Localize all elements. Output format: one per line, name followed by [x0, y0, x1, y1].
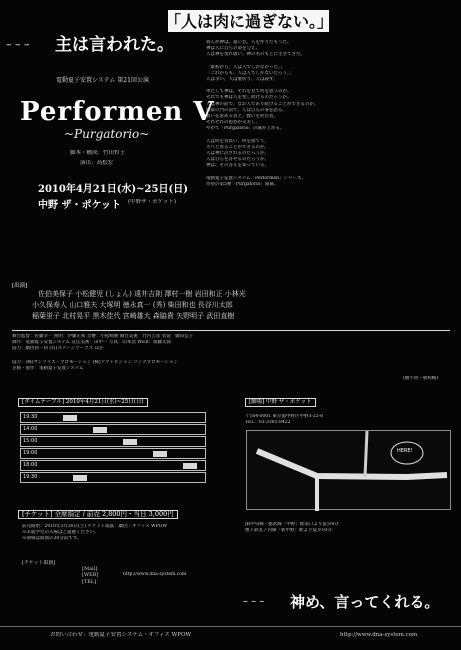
synopsis-line: 人は神に許されるのだろうか。 — [206, 151, 269, 157]
synopsis-line: 我らが神は、遠い昔、人を作りたもうた。 — [206, 40, 292, 45]
sponsor-row: 企画・製作：電動夏子安置システム — [12, 366, 84, 372]
venue-line: TEL：03-3381-8422 — [245, 420, 291, 426]
road-main — [257, 451, 447, 477]
subtitle: ~Purgatorio~ — [64, 127, 150, 141]
map-here-label: HERE! — [397, 448, 413, 454]
ticket-note: ※開場は開演の30分前です。 — [22, 536, 82, 542]
venue-title: [劇場] 中野 ザ・ポケット — [245, 398, 316, 407]
cast-label: [出演] — [12, 283, 28, 289]
synopsis-line: それぞれの思惑が交差し、 — [206, 120, 260, 126]
cast-row: 小久保寿人 山口雅夫 大塚明 徳永真一 (秀) 柴田和也 長谷川太郎 — [32, 301, 233, 309]
divider — [12, 330, 450, 331]
bottom-url[interactable]: http://www.dna-system.com — [340, 632, 418, 638]
performance-mark — [73, 475, 87, 481]
staff-row: 舞台監督：佐藤幸一 照明：伊藤正和 音響：小松崎勝 舞台美術：竹内吉彦 衣裳：藤田佳子 — [12, 334, 194, 339]
venue-address — [245, 414, 450, 426]
cast-section — [12, 272, 452, 322]
synopsis-line: 救いを求める者と、救いを拒む者。 — [206, 114, 278, 120]
venue-map — [246, 430, 451, 510]
synopsis-line: 煉獄の門の前で、人は自らの罪を語る。 — [206, 107, 287, 113]
ticket-title: [チケット] 全席指定 / 前売 2,800円・当日 3,000円 — [18, 510, 178, 519]
synopsis-line: 人は自らを許せるのだろうか。 — [206, 157, 269, 163]
timetable-row — [20, 412, 206, 423]
timetable-time: 19:30 — [23, 414, 38, 420]
series-label: 電動夏子安置システム 第21回公演 — [56, 77, 149, 84]
sponsor-row: 協力：(株)サンライズ・プロモーション (株)アクトビジョン リンクプロモーション — [12, 360, 178, 365]
performance-mark — [93, 427, 107, 433]
performance-mark — [123, 439, 137, 445]
ticket-note: ※未就学児の入場はご遠慮ください。 — [22, 530, 99, 536]
timetable-row — [20, 436, 206, 447]
synopsis-line: 人は神を畏れ敬い、神の名のもとに生きてきた。 — [206, 52, 305, 58]
contact-tel: [TEL] — [82, 578, 97, 585]
timetable-row — [20, 424, 206, 435]
venue-line: 〒164-0001 東京都中野区中野3-22-8 — [245, 414, 323, 419]
staff-row: 制作：電動夏子安置システム 宣伝美術：田中一 写真：山本浩 WEB：加藤太郎 — [12, 340, 172, 346]
cast-row: 稲葉蛍子 北村晃平 黒木佳代 宮崎雄大 森脇貴 矢野明子 武田直樹 — [32, 312, 235, 320]
timetable-time: 15:00 — [23, 438, 38, 444]
road-north — [365, 431, 367, 477]
synopsis-line: 人は争い、人は裏切り、人は殺す。 — [206, 77, 278, 83]
timetable-time: 14:00 — [23, 426, 38, 432]
cast-row: 佐伯美保子 小松健児 (しょん) 遠井吉則 澤村一樹 岩田和正 小林光 — [38, 290, 246, 298]
synopsis-line: 神は人に自らの姿を与え、 — [206, 46, 261, 52]
closing-line: 神め、言ってくれる。 — [290, 593, 440, 611]
contact-web-label: [WEB] — [82, 572, 99, 579]
bottom-divider — [0, 626, 461, 627]
timetable-title: [タイムテーブル] 2010年4月21日(水)~25日(日) — [18, 398, 148, 407]
bottom-inquiry: お問い合わせ：電動夏子安置システム・オフィス WPOW — [50, 632, 192, 638]
synopsis-line: 天へと昇ることができるのか。 — [206, 144, 269, 150]
synopsis-line: やがて「Purgatorio」の幕が上がる。 — [206, 126, 285, 132]
timetable-time: 18:00 — [23, 462, 38, 468]
venue-note: (中野ザ・ポケット) — [128, 199, 177, 205]
venue-access — [245, 522, 450, 534]
performance-mark — [183, 463, 197, 469]
ticket-notes — [22, 524, 222, 543]
closing-dash: – – – — [243, 596, 265, 607]
credit-director: 演出：高松宏 — [80, 160, 114, 166]
timetable-row — [20, 460, 206, 471]
header-quote-1: 主は言われた。 — [55, 35, 174, 55]
contact-mail: [Mail] — [82, 566, 98, 573]
credit-writer: 脚本・構成：竹田哲士 — [70, 150, 126, 156]
synopsis-line: 果たして神は、それを見て何を思うのか。 — [206, 89, 292, 95]
timetable-time: 19:00 — [23, 450, 38, 456]
synopsis-line: 電動夏子安置システム「Performen」シリーズ、 — [206, 175, 306, 181]
synopsis-line: 人は神の前で、なお人であり続けることができるのか。 — [206, 101, 319, 107]
synopsis-line: 人は何を背負い、何を捨てて、 — [206, 138, 269, 144]
venue-name: 中野 ザ・ポケット — [38, 200, 121, 211]
header-quote-2: 「人は肉に過ぎない。」 — [165, 12, 334, 31]
sponsor-section — [12, 360, 450, 372]
date-range: 2010年4月21日(水)~25日(日) — [38, 184, 188, 195]
performance-mark — [63, 415, 77, 421]
synopsis — [206, 40, 451, 188]
order-note: (順不同・敬称略) — [403, 376, 439, 381]
synopsis-line: 待望の第5弾「Purgatorio」開幕。 — [206, 181, 279, 187]
synopsis-line: 「最初から、人は人でしかなかった。」 — [206, 64, 285, 70]
timetable-time: 19:30 — [23, 474, 38, 480]
synopsis-line: それでも神は人を愛し続けるのだろうか。 — [206, 95, 292, 101]
venue-line: JR中央線・総武線「中野」駅南口より徒歩8分 — [245, 522, 339, 527]
synopsis-line: 「これからも、人は人でしかないだろう。」 — [206, 70, 294, 76]
ticket-note: 前売開始：2010年3月20日(土) チケット取扱：劇団・オフィス WPOW — [22, 524, 167, 529]
staff-section — [12, 334, 450, 353]
contact-org: [チケット取扱] — [22, 560, 56, 566]
staff-row: 協力：劇団員一同 (有)ステージワークス ほか — [12, 346, 104, 352]
timetable-row — [20, 472, 206, 483]
contact-web[interactable]: http://www.dna-system.com — [123, 572, 187, 577]
timetable-row — [20, 448, 206, 459]
synopsis-line: 神は、その答えを知っている。 — [206, 163, 269, 169]
performance-mark — [153, 451, 167, 457]
header-dash: – – – — [6, 38, 30, 51]
venue-line: 地下鉄丸ノ内線「新中野」駅より徒歩10分 — [245, 528, 332, 534]
map-drawing — [247, 431, 452, 511]
main-title: Performen V — [20, 97, 215, 127]
